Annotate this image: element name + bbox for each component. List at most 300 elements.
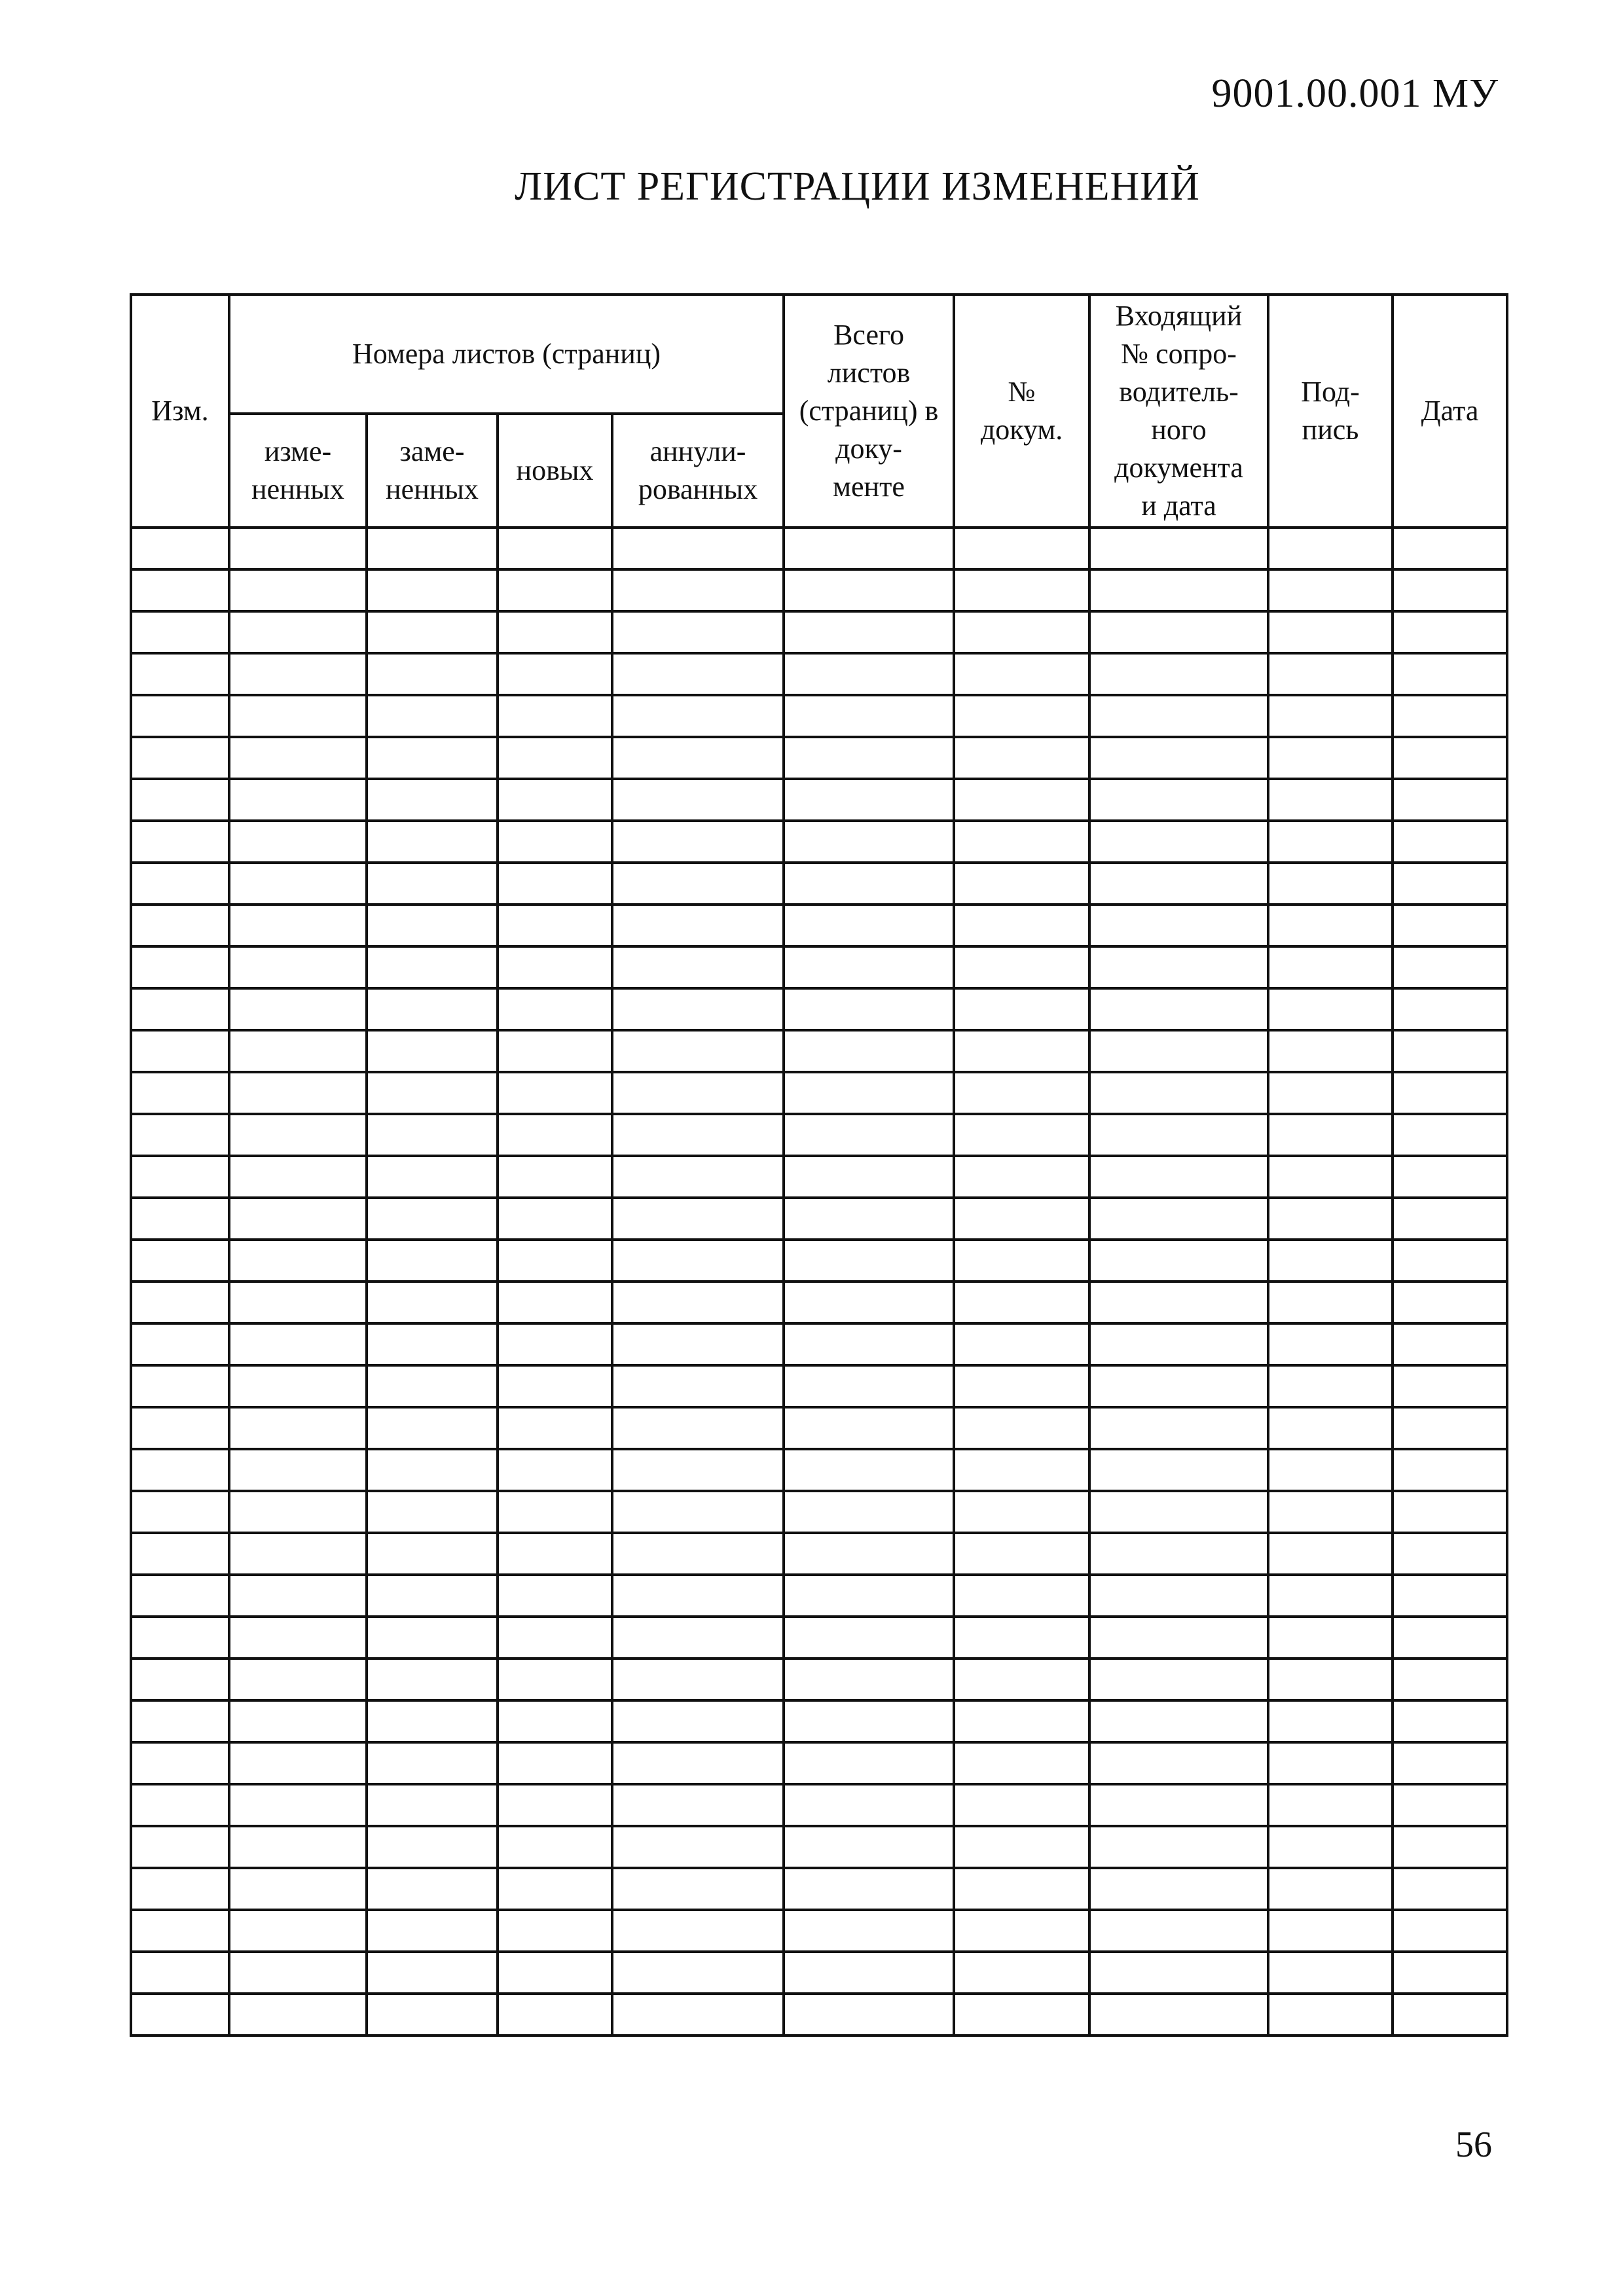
table-cell — [498, 1784, 612, 1826]
table-cell — [229, 863, 367, 905]
table-cell — [954, 1617, 1089, 1659]
table-cell — [1268, 1784, 1393, 1826]
table-cell — [1089, 1491, 1268, 1533]
table-cell — [784, 946, 954, 988]
table-cell — [1089, 1826, 1268, 1868]
table-cell — [1393, 611, 1507, 653]
table-row — [131, 1910, 1507, 1952]
table-cell — [954, 1072, 1089, 1114]
table-cell — [131, 1407, 229, 1449]
table-cell — [367, 905, 498, 946]
table-cell — [367, 1533, 498, 1575]
table-cell — [131, 1072, 229, 1114]
table-cell — [1268, 528, 1393, 569]
table-cell — [612, 1952, 784, 1994]
table-cell — [1268, 1114, 1393, 1156]
table-cell — [131, 1910, 229, 1952]
table-cell — [954, 863, 1089, 905]
table-cell — [1268, 1994, 1393, 2036]
table-cell — [498, 905, 612, 946]
table-row — [131, 1449, 1507, 1491]
table-cell — [1393, 1700, 1507, 1742]
table-cell — [1393, 1156, 1507, 1198]
table-cell — [498, 1240, 612, 1282]
table-cell — [367, 653, 498, 695]
table-cell — [131, 946, 229, 988]
table-cell — [1089, 1030, 1268, 1072]
table-cell — [498, 1742, 612, 1784]
table-cell — [367, 1742, 498, 1784]
table-row — [131, 1659, 1507, 1700]
table-cell — [1089, 1910, 1268, 1952]
header-new: новых — [498, 414, 612, 528]
table-cell — [1089, 528, 1268, 569]
table-cell — [498, 946, 612, 988]
table-row — [131, 1700, 1507, 1742]
table-cell — [229, 528, 367, 569]
table-cell — [131, 1365, 229, 1407]
table-cell — [1089, 1449, 1268, 1491]
table-cell — [1393, 821, 1507, 863]
table-cell — [1089, 946, 1268, 988]
table-cell — [954, 1533, 1089, 1575]
table-cell — [1089, 737, 1268, 779]
table-cell — [229, 1282, 367, 1323]
table-cell — [498, 1449, 612, 1491]
table-cell — [229, 1826, 367, 1868]
header-signature: Под- пись — [1268, 295, 1393, 528]
table-cell — [784, 1030, 954, 1072]
table-cell — [612, 988, 784, 1030]
table-cell — [1268, 905, 1393, 946]
table-cell — [784, 1407, 954, 1449]
table-cell — [1089, 1240, 1268, 1282]
table-cell — [954, 1994, 1089, 2036]
table-cell — [1393, 1994, 1507, 2036]
table-cell — [1268, 1910, 1393, 1952]
table-row — [131, 1617, 1507, 1659]
header-changed: изме- ненных — [229, 414, 367, 528]
table-cell — [954, 1030, 1089, 1072]
table-cell — [367, 1407, 498, 1449]
table-cell — [784, 1156, 954, 1198]
table-cell — [229, 611, 367, 653]
table-cell — [131, 1533, 229, 1575]
table-cell — [229, 1365, 367, 1407]
table-cell — [612, 1784, 784, 1826]
table-row — [131, 1533, 1507, 1575]
table-cell — [367, 737, 498, 779]
table-cell — [1089, 1575, 1268, 1617]
table-row — [131, 779, 1507, 821]
table-row — [131, 1407, 1507, 1449]
table-cell — [131, 779, 229, 821]
table-cell — [1089, 863, 1268, 905]
change-registration-table-container — [130, 293, 1506, 2037]
table-cell — [954, 1575, 1089, 1617]
table-cell — [1089, 988, 1268, 1030]
table-cell — [131, 1198, 229, 1240]
table-cell — [784, 695, 954, 737]
table-cell — [229, 1114, 367, 1156]
table-cell — [784, 653, 954, 695]
table-cell — [1268, 1240, 1393, 1282]
table-cell — [784, 821, 954, 863]
table-row — [131, 863, 1507, 905]
table-cell — [1268, 1365, 1393, 1407]
table-cell — [954, 528, 1089, 569]
page-number: 56 — [1455, 2125, 1492, 2165]
table-cell — [367, 821, 498, 863]
table-cell — [498, 528, 612, 569]
table-cell — [131, 1156, 229, 1198]
table-cell — [131, 988, 229, 1030]
table-cell — [498, 988, 612, 1030]
table-cell — [367, 569, 498, 611]
table-cell — [131, 1659, 229, 1700]
table-row — [131, 695, 1507, 737]
table-cell — [1268, 1282, 1393, 1323]
table-cell — [1393, 1742, 1507, 1784]
table-cell — [229, 1910, 367, 1952]
table-cell — [1089, 779, 1268, 821]
table-cell — [1268, 1575, 1393, 1617]
table-cell — [612, 946, 784, 988]
table-cell — [612, 695, 784, 737]
table-cell — [1268, 1742, 1393, 1784]
table-cell — [229, 695, 367, 737]
table-cell — [229, 1156, 367, 1198]
table-row — [131, 1365, 1507, 1407]
table-cell — [131, 1323, 229, 1365]
table-cell — [1268, 1868, 1393, 1910]
table-cell — [498, 863, 612, 905]
table-cell — [367, 946, 498, 988]
table-cell — [498, 695, 612, 737]
table-cell — [498, 1868, 612, 1910]
table-cell — [1089, 1198, 1268, 1240]
table-cell — [367, 1910, 498, 1952]
table-cell — [1268, 611, 1393, 653]
table-cell — [612, 1742, 784, 1784]
table-cell — [954, 1198, 1089, 1240]
table-cell — [784, 863, 954, 905]
table-cell — [131, 1826, 229, 1868]
table-cell — [1268, 779, 1393, 821]
table-cell — [1393, 863, 1507, 905]
table-cell — [1393, 905, 1507, 946]
table-row — [131, 1240, 1507, 1282]
table-cell — [1268, 737, 1393, 779]
table-cell — [229, 1491, 367, 1533]
table-cell — [612, 779, 784, 821]
table-cell — [954, 611, 1089, 653]
header-annulled: аннули- рованных — [612, 414, 784, 528]
table-cell — [367, 1449, 498, 1491]
table-cell — [612, 1282, 784, 1323]
table-cell — [1268, 1198, 1393, 1240]
table-cell — [784, 1910, 954, 1952]
table-cell — [1268, 695, 1393, 737]
table-cell — [1089, 1742, 1268, 1784]
table-row — [131, 1114, 1507, 1156]
table-cell — [1393, 1910, 1507, 1952]
table-cell — [1089, 1114, 1268, 1156]
table-cell — [367, 1198, 498, 1240]
table-cell — [498, 1994, 612, 2036]
table-cell — [1089, 1994, 1268, 2036]
table-cell — [954, 1156, 1089, 1198]
table-cell — [367, 1240, 498, 1282]
table-cell — [612, 1826, 784, 1868]
table-cell — [498, 1491, 612, 1533]
table-cell — [229, 569, 367, 611]
table-cell — [1393, 1030, 1507, 1072]
table-cell — [612, 1868, 784, 1910]
table-cell — [367, 1659, 498, 1700]
table-cell — [784, 1742, 954, 1784]
table-cell — [1089, 569, 1268, 611]
sheet-title: ЛИСТ РЕГИСТРАЦИИ ИЗМЕНЕНИЙ — [515, 164, 1200, 209]
table-cell — [131, 528, 229, 569]
table-cell — [1089, 1407, 1268, 1449]
table-cell — [1393, 528, 1507, 569]
table-row — [131, 569, 1507, 611]
table-cell — [229, 946, 367, 988]
table-cell — [229, 1742, 367, 1784]
table-cell — [612, 528, 784, 569]
table-row — [131, 611, 1507, 653]
table-cell — [612, 1323, 784, 1365]
table-cell — [612, 863, 784, 905]
table-cell — [131, 1575, 229, 1617]
table-cell — [367, 1491, 498, 1533]
table-cell — [1393, 988, 1507, 1030]
table-cell — [131, 1491, 229, 1533]
table-cell — [784, 1491, 954, 1533]
table-cell — [367, 1575, 498, 1617]
table-cell — [954, 1282, 1089, 1323]
table-cell — [1393, 1282, 1507, 1323]
table-row — [131, 1323, 1507, 1365]
table-cell — [498, 1030, 612, 1072]
table-cell — [1089, 611, 1268, 653]
table-cell — [612, 1575, 784, 1617]
table-cell — [1089, 1323, 1268, 1365]
table-cell — [1393, 1952, 1507, 1994]
table-body — [131, 528, 1507, 2036]
table-cell — [1393, 695, 1507, 737]
table-row — [131, 1742, 1507, 1784]
table-cell — [367, 863, 498, 905]
table-cell — [954, 779, 1089, 821]
table-cell — [784, 1617, 954, 1659]
table-cell — [229, 1407, 367, 1449]
table-cell — [498, 1282, 612, 1323]
table-cell — [1268, 821, 1393, 863]
table-cell — [1393, 1784, 1507, 1826]
table-cell — [367, 1952, 498, 1994]
table-cell — [131, 1030, 229, 1072]
table-cell — [784, 1952, 954, 1994]
table-cell — [498, 1910, 612, 1952]
table-cell — [1393, 1868, 1507, 1910]
table-cell — [131, 1700, 229, 1742]
table-cell — [1393, 779, 1507, 821]
table-cell — [612, 1407, 784, 1449]
table-cell — [229, 1617, 367, 1659]
table-cell — [1089, 1156, 1268, 1198]
table-row — [131, 1156, 1507, 1198]
table-cell — [498, 1617, 612, 1659]
table-cell — [612, 1617, 784, 1659]
header-izm: Изм. — [131, 295, 229, 528]
table-row — [131, 1072, 1507, 1114]
table-cell — [229, 1198, 367, 1240]
table-cell — [612, 653, 784, 695]
table-cell — [229, 1700, 367, 1742]
table-row — [131, 988, 1507, 1030]
table-cell — [367, 1994, 498, 2036]
table-cell — [498, 1156, 612, 1198]
table-cell — [498, 1659, 612, 1700]
table-cell — [954, 1784, 1089, 1826]
table-cell — [954, 1449, 1089, 1491]
table-cell — [954, 653, 1089, 695]
table-cell — [367, 988, 498, 1030]
table-cell — [1089, 1533, 1268, 1575]
table-row — [131, 821, 1507, 863]
table-cell — [1268, 946, 1393, 988]
table-cell — [784, 779, 954, 821]
table-cell — [131, 1114, 229, 1156]
table-cell — [229, 1030, 367, 1072]
table-cell — [498, 653, 612, 695]
table-cell — [229, 821, 367, 863]
table-cell — [1393, 1407, 1507, 1449]
table-cell — [1089, 1365, 1268, 1407]
table-cell — [954, 1365, 1089, 1407]
table-cell — [367, 1784, 498, 1826]
table-cell — [367, 1868, 498, 1910]
table-cell — [954, 569, 1089, 611]
table-cell — [498, 1323, 612, 1365]
table-cell — [612, 1240, 784, 1282]
table-row — [131, 905, 1507, 946]
table-row — [131, 1030, 1507, 1072]
table-cell — [498, 1952, 612, 1994]
table-cell — [1393, 1072, 1507, 1114]
table-cell — [1393, 737, 1507, 779]
table-cell — [1089, 821, 1268, 863]
table-row — [131, 1575, 1507, 1617]
table-cell — [612, 1994, 784, 2036]
table-cell — [1268, 1449, 1393, 1491]
table-row — [131, 1868, 1507, 1910]
table-cell — [1268, 1407, 1393, 1449]
table-cell — [784, 1826, 954, 1868]
table-cell — [784, 569, 954, 611]
table-cell — [498, 1114, 612, 1156]
table-cell — [498, 1198, 612, 1240]
table-cell — [784, 1240, 954, 1282]
table-cell — [1089, 1868, 1268, 1910]
table-cell — [1268, 1952, 1393, 1994]
table-cell — [1268, 569, 1393, 611]
table-cell — [367, 1700, 498, 1742]
table-cell — [954, 1910, 1089, 1952]
table-cell — [1268, 1156, 1393, 1198]
header-total-sheets: Всего листов (страниц) в доку- менте — [784, 295, 954, 528]
table-cell — [612, 1910, 784, 1952]
table-cell — [784, 737, 954, 779]
table-cell — [612, 1365, 784, 1407]
table-cell — [367, 779, 498, 821]
table-cell — [954, 695, 1089, 737]
table-cell — [229, 737, 367, 779]
table-cell — [131, 1952, 229, 1994]
table-cell — [954, 821, 1089, 863]
table-cell — [498, 611, 612, 653]
table-cell — [1089, 1282, 1268, 1323]
table-cell — [784, 1994, 954, 2036]
table-cell — [131, 1784, 229, 1826]
table-cell — [784, 1365, 954, 1407]
table-cell — [131, 1282, 229, 1323]
header-date: Дата — [1393, 295, 1507, 528]
table-cell — [229, 1240, 367, 1282]
table-cell — [612, 1449, 784, 1491]
table-cell — [612, 569, 784, 611]
table-cell — [367, 1826, 498, 1868]
table-cell — [954, 1240, 1089, 1282]
table-cell — [229, 1533, 367, 1575]
table-cell — [367, 1365, 498, 1407]
table-cell — [1089, 695, 1268, 737]
table-cell — [229, 1994, 367, 2036]
table-cell — [1089, 905, 1268, 946]
table-cell — [954, 1868, 1089, 1910]
table-cell — [229, 988, 367, 1030]
table-cell — [367, 695, 498, 737]
table-cell — [784, 1868, 954, 1910]
table-cell — [1089, 1700, 1268, 1742]
table-cell — [784, 905, 954, 946]
table-cell — [1393, 1449, 1507, 1491]
table-cell — [612, 611, 784, 653]
table-cell — [784, 1659, 954, 1700]
table-cell — [784, 1575, 954, 1617]
table-cell — [612, 1072, 784, 1114]
table-cell — [1268, 988, 1393, 1030]
table-cell — [784, 1323, 954, 1365]
table-cell — [1393, 1826, 1507, 1868]
table-cell — [954, 1407, 1089, 1449]
table-cell — [131, 1449, 229, 1491]
document-code: 9001.00.001 МУ — [1211, 71, 1499, 116]
table-row — [131, 653, 1507, 695]
table-cell — [131, 695, 229, 737]
table-cell — [229, 1784, 367, 1826]
table-cell — [1268, 1617, 1393, 1659]
table-cell — [1393, 1575, 1507, 1617]
table-cell — [367, 1030, 498, 1072]
table-cell — [784, 611, 954, 653]
table-cell — [784, 1784, 954, 1826]
table-cell — [612, 1700, 784, 1742]
table-cell — [131, 569, 229, 611]
table-cell — [954, 1700, 1089, 1742]
